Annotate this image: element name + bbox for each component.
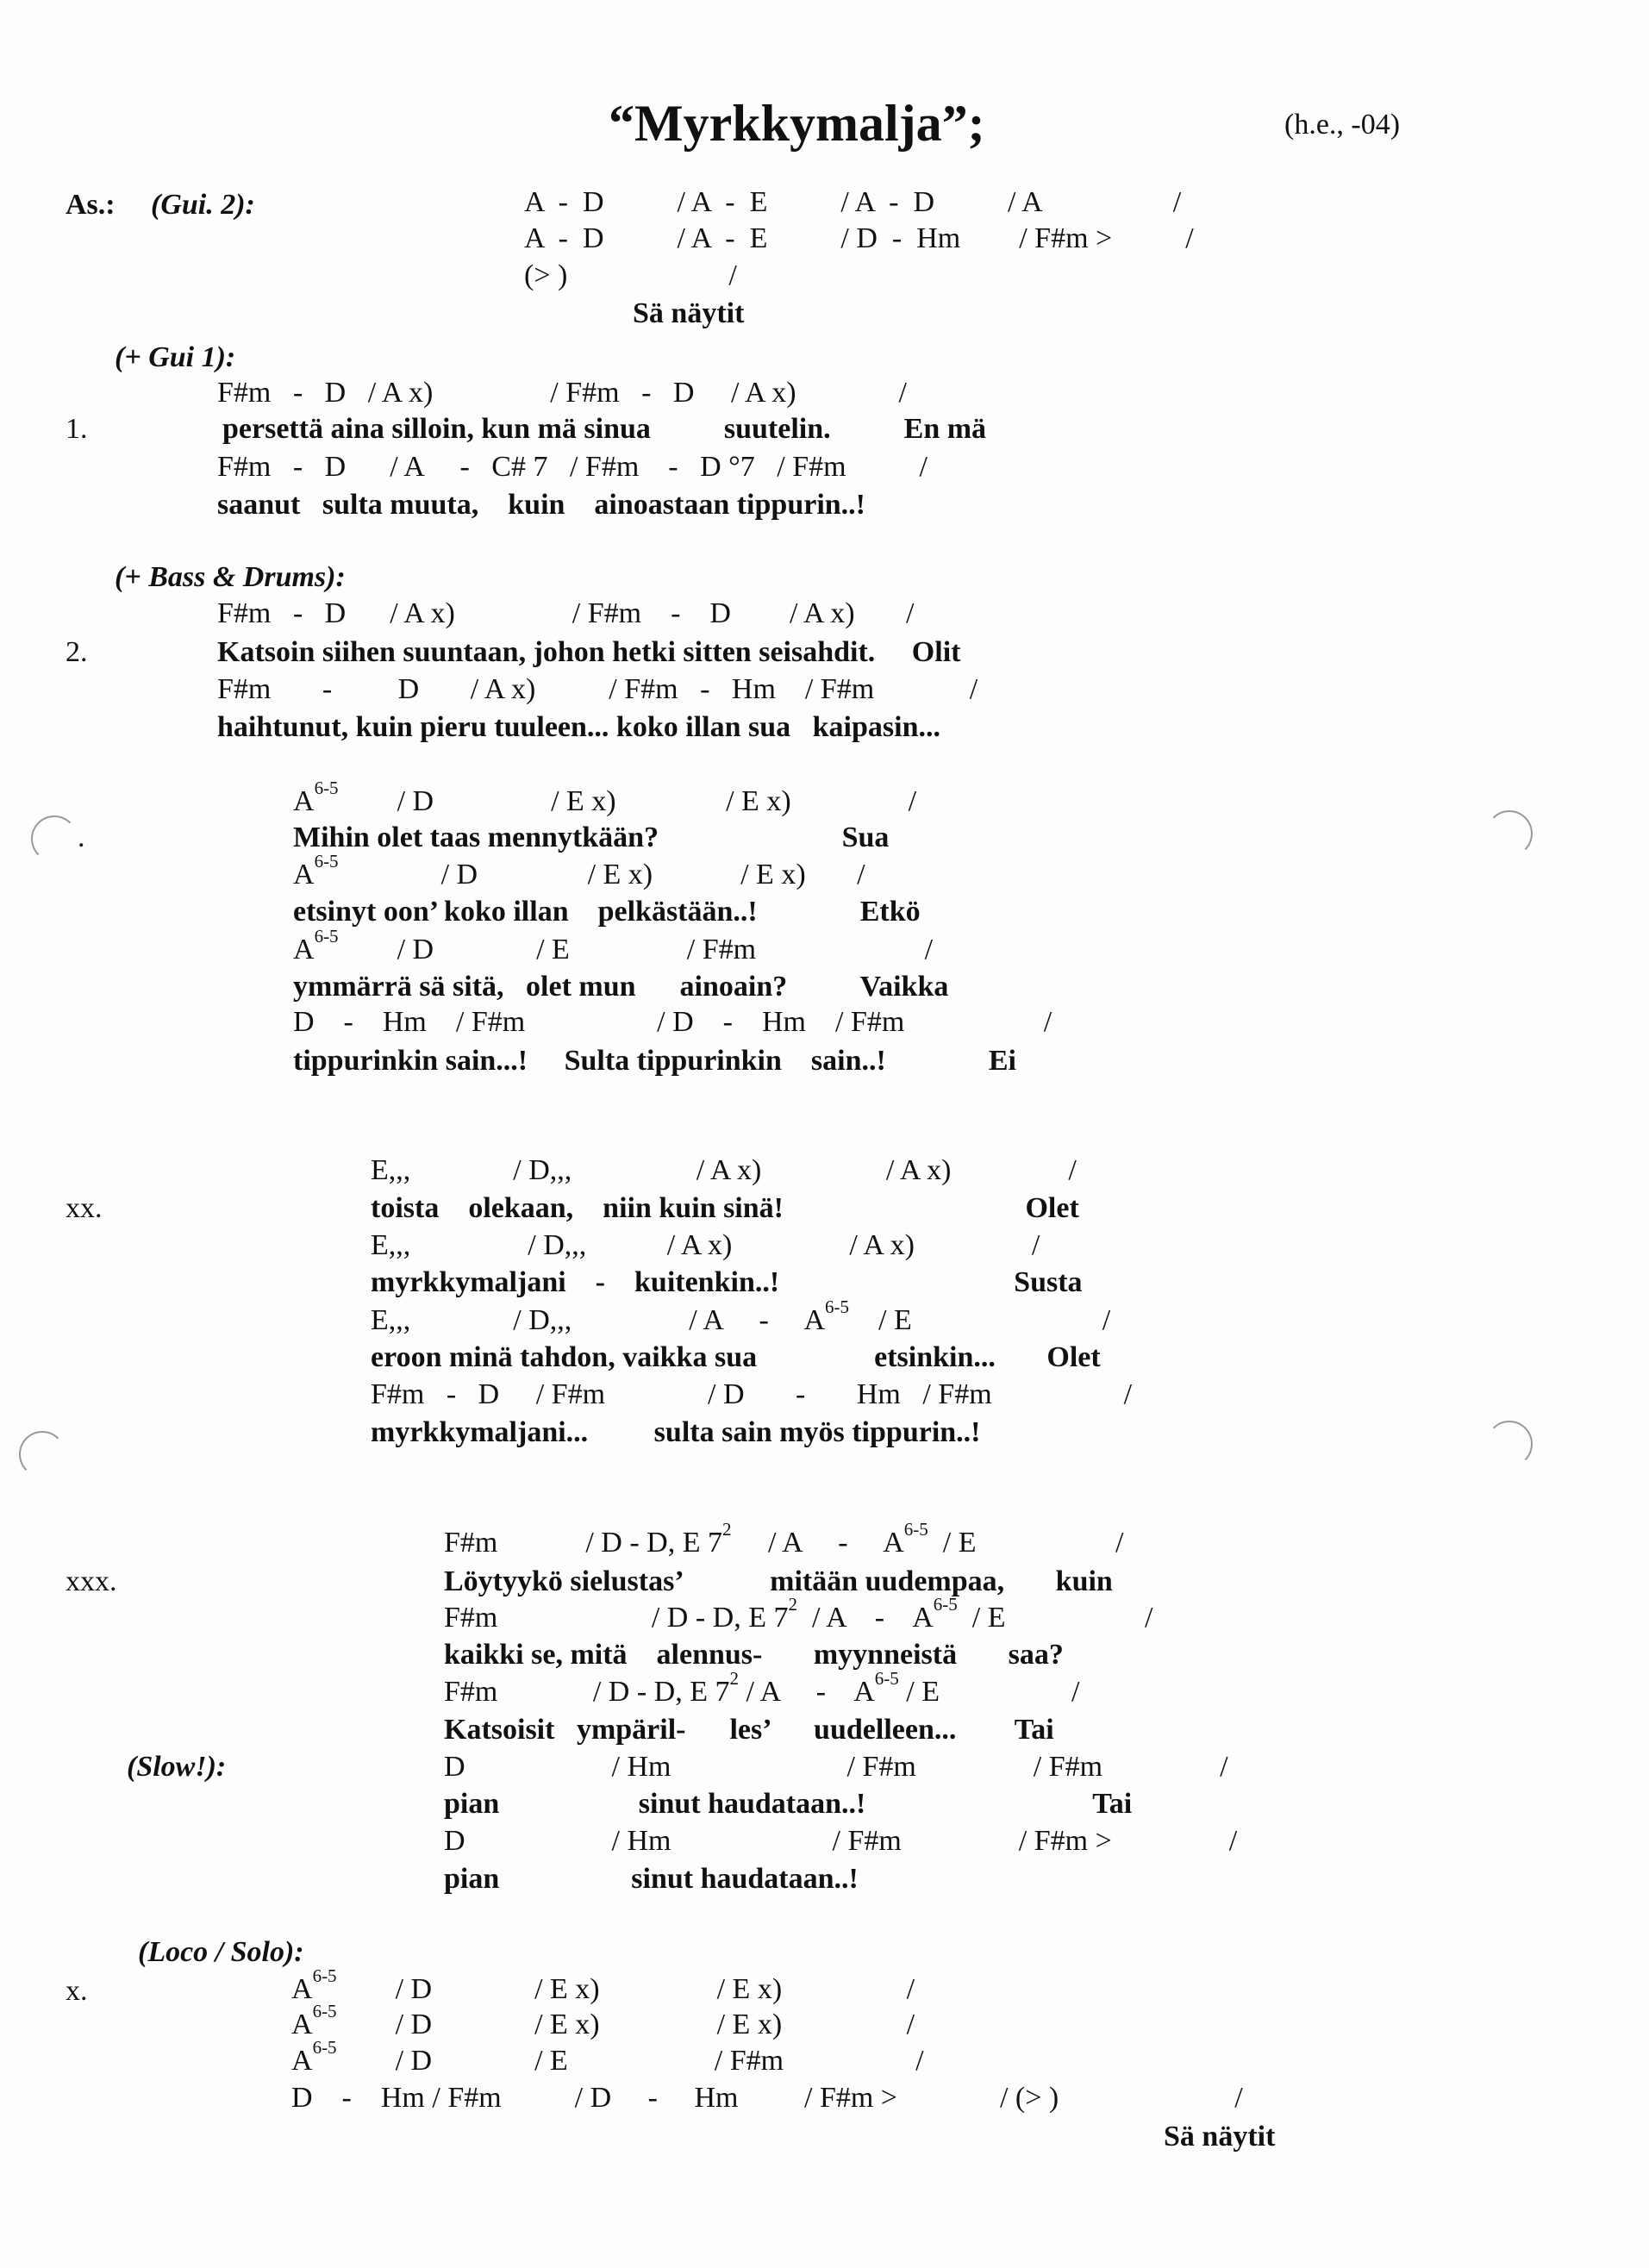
intro-label: As.:: [66, 189, 116, 221]
verse1-chords-1: F#m - D / A x) / F#m - D / A x) /: [217, 377, 907, 409]
intro-lyric: Sä näytit: [633, 297, 745, 329]
bridge-chords-4: D / Hm / F#m / F#m /: [444, 1751, 1228, 1783]
punch-hole: [1486, 1421, 1533, 1467]
intro-chords-2: A - D / A - E / D - Hm / F#m > /: [524, 222, 1194, 254]
bridge-chords-3: F#m / D - D, E $7^2$ / A - $A^{6-5}$ / E /: [444, 1668, 1080, 1708]
bridge-tempo-note: (Slow!):: [127, 1751, 227, 1783]
pre-lyric-4: tippurinkin sain...! Sulta tippurinkin sain..! Ei: [293, 1045, 1016, 1077]
pre-chords-3: $A^{6-5}$ / D / E / F#m /: [293, 926, 934, 965]
song-title: “Myrkkymalja”;: [609, 95, 985, 152]
verse2-lyric-2: haihtunut, kuin pieru tuuleen... koko illan sua kaipasin...: [217, 711, 940, 743]
intro-instrument: (Gui. 2):: [151, 189, 255, 221]
author-note: (h.e., -04): [1284, 109, 1401, 141]
intro-chords-3: (> ) /: [524, 259, 737, 291]
pre-lyric-2: etsinyt oon’ koko illan pelkästään..! Etkö: [293, 896, 921, 928]
chorus-lyric-2: myrkkymaljani - kuitenkin..! Susta: [371, 1266, 1083, 1298]
bridge-lyric-1: Löytyykö sielustas’ mitään uudempaa, kuin: [444, 1565, 1113, 1597]
pre-chords-4: D - Hm / F#m / D - Hm / F#m /: [293, 1006, 1052, 1038]
bridge-lyric-5: pian sinut haudataan..!: [444, 1863, 859, 1895]
verse2-instrument: (+ Bass & Drums):: [115, 561, 346, 593]
bridge-chords-5: D / Hm / F#m / F#m > /: [444, 1825, 1238, 1857]
bridge-lyric-3: Katsoisit ympäril- les’ uudelleen... Tai: [444, 1714, 1054, 1746]
chorus-lyric-3: eroon minä tahdon, vaikka sua etsinkin... Olet: [371, 1341, 1101, 1373]
verse2-chords-1: F#m - D / A x) / F#m - D / A x) /: [217, 597, 915, 629]
punch-hole: [19, 1431, 66, 1478]
punch-hole: [31, 815, 78, 862]
verse1-chords-2: F#m - D / A - C# 7 / F#m - D °7 / F#m /: [217, 451, 928, 483]
bridge-label: xxx.: [66, 1565, 117, 1597]
chorus-chords-1: E,,, / D,,, / A x) / A x) /: [371, 1154, 1077, 1186]
bridge-chords-2: F#m / D - D, E $7^2$ / A - $A^{6-5}$ / E /: [444, 1594, 1153, 1634]
pre-lyric-3: ymmärrä sä sitä, olet mun ainoain? Vaikka: [293, 971, 949, 1003]
solo-chords-4: D - Hm / F#m / D - Hm / F#m > / (> ) /: [291, 2082, 1243, 2114]
pre-chords-2: $A^{6-5}$ / D / E x) / E x) /: [293, 851, 865, 890]
bridge-chords-1: F#m / D - D, E $7^2$ / A - $A^{6-5}$ / E /: [444, 1519, 1124, 1559]
solo-chords-2: $A^{6-5}$ / D / E x) / E x) /: [291, 2001, 915, 2040]
verse2-lyric-1: Katsoin siihen suuntaan, johon hetki sitten seisahdit. Olit: [217, 636, 961, 668]
verse2-chords-2: F#m - D / A x) / F#m - Hm / F#m /: [217, 673, 978, 705]
punch-hole: [1486, 810, 1533, 857]
pre-lyric-1: Mihin olet taas mennytkään? Sua: [293, 822, 890, 853]
chorus-chords-2: E,,, / D,,, / A x) / A x) /: [371, 1229, 1040, 1261]
solo-lyric: Sä näytit: [1164, 2121, 1276, 2152]
solo-instrument: (Loco / Solo):: [138, 1936, 304, 1968]
chorus-chords-4: F#m - D / F#m / D - Hm / F#m /: [371, 1378, 1133, 1410]
bridge-lyric-4: pian sinut haudataan..! Tai: [444, 1788, 1133, 1820]
verse1-lyric-1: persettä aina silloin, kun mä sinua suutelin. En mä: [222, 413, 987, 445]
pre-chords-1: $A^{6-5}$ / D / E x) / E x) /: [293, 778, 917, 817]
solo-label: x.: [66, 1975, 88, 2007]
chorus-chords-3: E,,, / D,,, / A - $A^{6-5}$ / E /: [371, 1296, 1111, 1336]
solo-chords-3: $A^{6-5}$ / D / E / F#m /: [291, 2037, 924, 2077]
verse1-lyric-2: saanut sulta muuta, kuin ainoastaan tippurin..!: [217, 489, 866, 521]
chorus-label: xx.: [66, 1192, 103, 1224]
verse1-label: 1.: [66, 413, 88, 445]
verse2-label: 2.: [66, 636, 88, 668]
verse1-instrument: (+ Gui 1):: [115, 341, 236, 373]
bridge-lyric-2: kaikki se, mitä alennus- myynneistä saa?: [444, 1639, 1064, 1671]
solo-chords-1: $A^{6-5}$ / D / E x) / E x) /: [291, 1965, 915, 2005]
pre-label: .: [78, 822, 85, 853]
intro-chords-1: A - D / A - E / A - D / A /: [524, 186, 1182, 218]
chorus-lyric-1: toista olekaan, niin kuin sinä! Olet: [371, 1192, 1079, 1224]
chorus-lyric-4: myrkkymaljani... sulta sain myös tippurin..!: [371, 1416, 981, 1448]
